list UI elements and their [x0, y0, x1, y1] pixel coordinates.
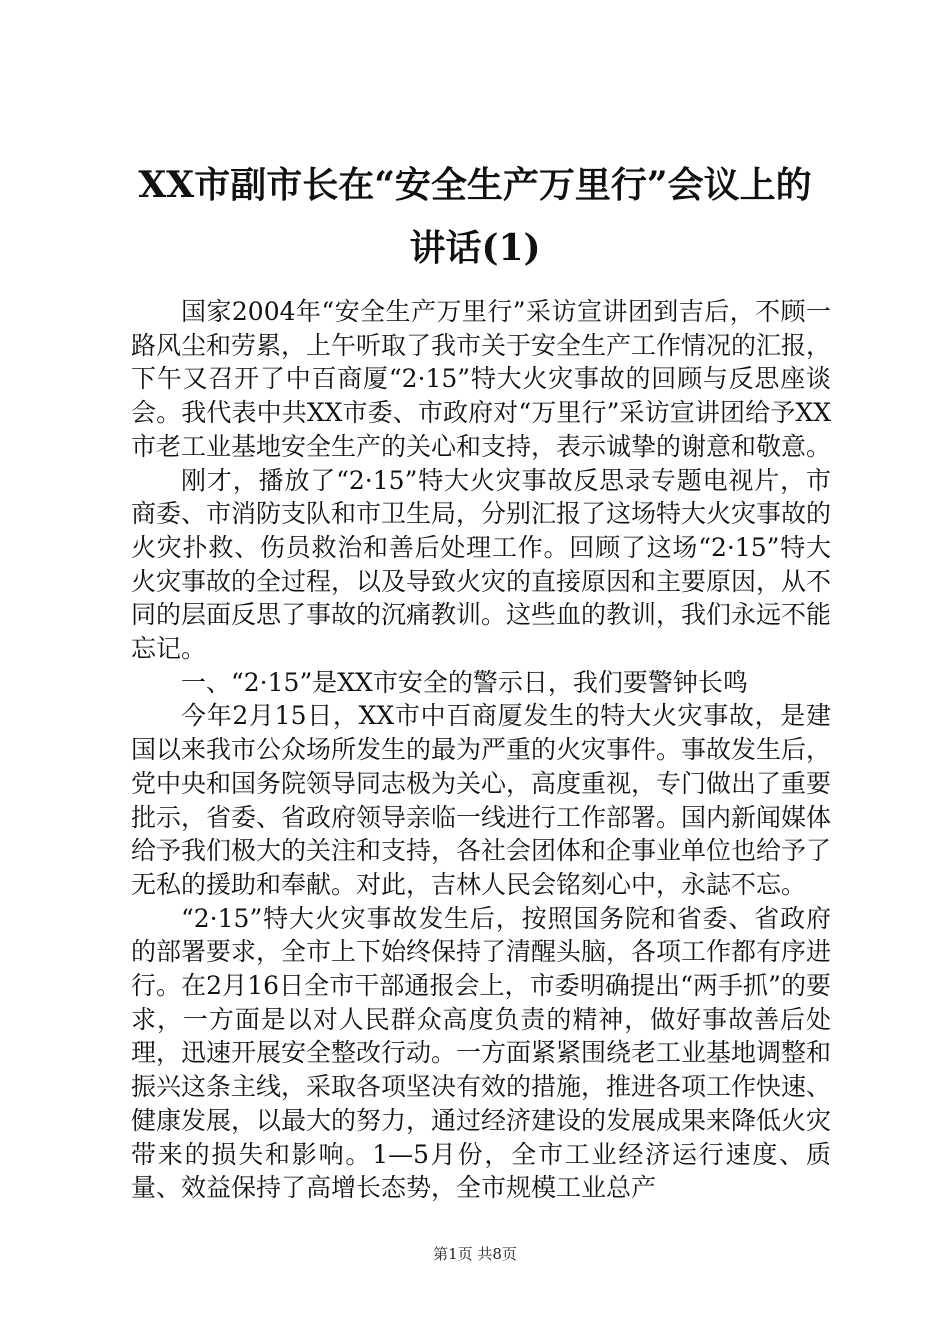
document-title-line-1: XX市副市长在“安全生产万里行”会议上的 — [138, 164, 812, 206]
paragraph-2: 刚才，播放了“2·15”特大火灾事故反思录专题电视片，市商委、市消防支队和市卫生局，分别汇报了这场特大火灾事故的火灾扑救、伤员救治和善后处理工作。回顾了这场“2·15”特大火灾事故的全过程，以及导致火灾的直接原因和主要原因，从不同的层面反思了事故的沉痛教训。这些血的教训，我们永远不能忘记。 — [131, 465, 832, 664]
paragraph-4: “2·15”特大火灾事故发生后，按照国务院和省委、省政府的部署要求，全市上下始终保持了清醒头脑，各项工作都有序进行。在2月16日全市干部通报会上，市委明确提出“两手抓”的要求，一方面是以对人民群众高度负责的精神，做好事故善后处理，迅速开展安全整改行动。一方面紧紧围绕老工业基地调整和振兴这条主线，采取各项坚决有效的措施，推进各项工作快速、健康发展，以最大的努力，通过经济建设的发展成果来降低火灾带来的损失和影响。1—5月份，全市工业经济运行速度、质量、效益保持了高增长态势，全市规模工业总产 — [131, 903, 832, 1203]
paragraph-3: 今年2月15日，XX市中百商厦发生的特大火灾事故，是建国以来我市公众场所发生的最为严重的火灾事件。事故发生后，党中央和国务院领导同志极为关心，高度重视，专门做出了重要批示，省委、省政府领导亲临一线进行工作部署。国内新闻媒体给予我们极大的关注和支持，各社会团体和企事业单位也给予了无私的援助和奉献。对此，吉林人民会铭刻心中，永誌不忘。 — [131, 701, 832, 899]
document-body — [131, 295, 831, 1205]
page-footer: 第1页 共8页 — [433, 1245, 517, 1263]
paragraph-1: 国家2004年“安全生产万里行”采访宣讲团到吉后，不顾一路风尘和劳累，上午听取了我市关于安全生产工作情况的汇报，下午又召开了中百商厦“2·15”特大火灾事故的回顾与反思座谈会。我代表中共XX市委、市政府对“万里行”采访宣讲团给予XX市老工业基地安全生产的关心和支持，表示诚挚的谢意和敬意。 — [131, 297, 832, 461]
section-heading-1: 一、“2·15”是XX市安全的警示日，我们要警钟长鸣 — [181, 667, 748, 697]
document-title-line-2: 讲话(1) — [409, 227, 541, 269]
